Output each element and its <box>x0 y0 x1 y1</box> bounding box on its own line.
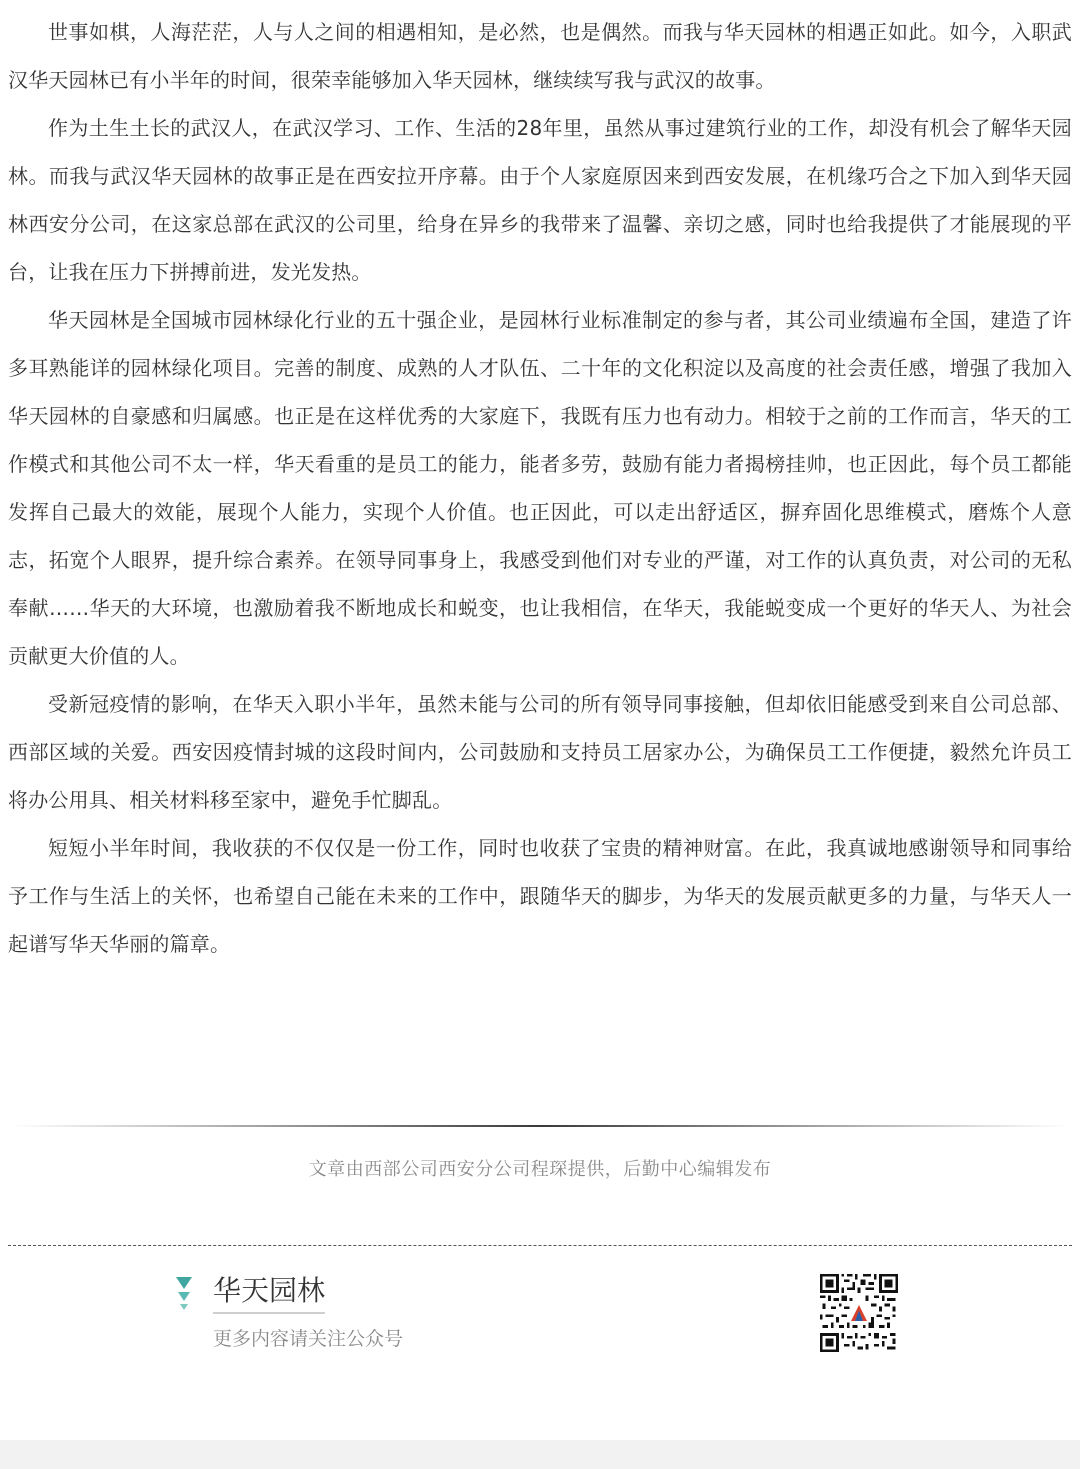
article-credit: 文章由西部公司西安分公司程琛提供，后勤中心编辑发布 <box>308 1159 772 1180</box>
article-paragraph: 作为土生土长的武汉人，在武汉学习、工作、生活的28年里，虽然从事过建筑行业的工作，却没有机会了解华天园林。而我与武汉华天园林的故事正是在西安拉开序幕。由于个人家庭原因来到西安发展，在机缘巧合之下加入到华天园林西安分公司，在这家总部在武汉的公司里，给身在异乡的我带来了温馨、亲切之感，同时也给我提供了才能展现的平台，让我在压力下拼搏前进，发光发热。 <box>8 116 1072 284</box>
footer-band <box>0 1440 1080 1469</box>
article-paragraph: 世事如棋，人海茫茫，人与人之间的相遇相知，是必然，也是偶然。而我与华天园林的相遇正如此。如今，入职武汉华天园林已有小半年的时间，很荣幸能够加入华天园林，继续续写我与武汉的故事。 <box>8 20 1072 92</box>
article-body <box>8 8 1072 968</box>
article-paragraph: 短短小半年时间，我收获的不仅仅是一份工作，同时也收获了宝贵的精神财富。在此，我真诚地感谢领导和同事给予工作与生活上的关怀，也希望自己能在未来的工作中，跟随华天的脚步，为华天的发展贡献更多的力量，与华天人一起谱写华天华丽的篇章。 <box>8 836 1072 956</box>
article-paragraph: 华天园林是全国城市园林绿化行业的五十强企业，是园林行业标准制定的参与者，其公司业绩遍布全国，建造了许多耳熟能详的园林绿化项目。完善的制度、成熟的人才队伍、二十年的文化积淀以及高度的社会责任感，增强了我加入华天园林的自豪感和归属感。也正是在这样优秀的大家庭下，我既有压力也有动力。相较于之前的工作而言，华天的工作模式和其他公司不太一样，华天看重的是员工的能力，能者多劳，鼓励有能力者揭榜挂帅，也正因此，每个员工都能发挥自己最大的效能，展现个人能力，实现个人价值。也正因此，可以走出舒适区，摒弃固化思维模式，磨炼个人意志，拓宽个人眼界，提升综合素养。在领导同事身上，我感受到他们对专业的严谨，对工作的认真负责，对公司的无私奉献……华天的大环境，也激励着我不断地成长和蜕变，也让我相信，在华天，我能蜕变成一个更好的华天人、为社会贡献更大价值的人。 <box>8 308 1072 668</box>
brand-chevron-icon <box>172 1276 196 1316</box>
brand-name: 华天园林 <box>213 1273 325 1314</box>
dashed-divider <box>8 1245 1072 1246</box>
section-divider <box>12 1125 1068 1127</box>
article-paragraph: 受新冠疫情的影响，在华天入职小半年，虽然未能与公司的所有领导同事接触，但却依旧能感受到来自公司总部、西部区域的关爱。西安因疫情封城的这段时间内，公司鼓励和支持员工居家办公，为确保员工工作便捷，毅然允许员工将办公用具、相关材料移至家中，避免手忙脚乱。 <box>8 692 1072 812</box>
brand-subtitle: 更多内容请关注公众号 <box>213 1328 404 1350</box>
qr-code-icon[interactable] <box>820 1274 898 1352</box>
